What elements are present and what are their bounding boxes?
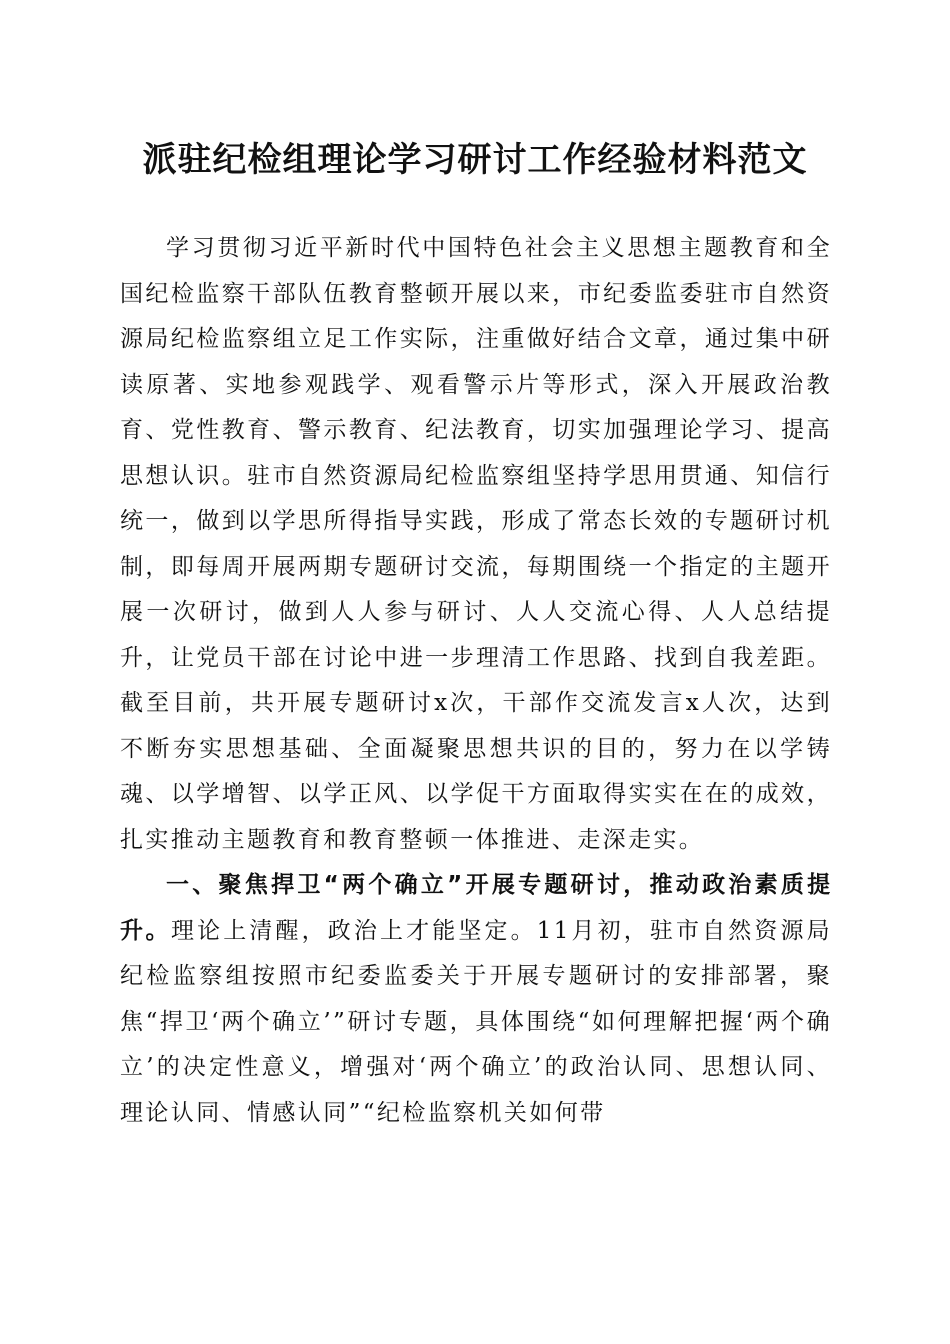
section-1-body: 理论上清醒，政治上才能坚定。11月初，驻市自然资源局纪检监察组按照市纪委监委关于开展专题研讨的安排部署，聚焦“捍卫‘两个确立’”研讨专题，具体围绕“如何理解把握‘两个确立’的决定性意义，增强对‘两个确立’的政治认同、思想认同、理论认同、情感认同”“纪检监察机关如何带 [120, 917, 832, 1126]
section-1-paragraph [120, 863, 832, 1136]
document-title: 派驻纪检组理论学习研讨工作经验材料范文 [142, 140, 808, 180]
document-body [120, 226, 832, 1136]
section-1-heading: 一、聚焦捍卫“两个确立”开展专题研讨，推动政治素质提升。 [120, 872, 832, 944]
intro-paragraph: 学习贯彻习近平新时代中国特色社会主义思想主题教育和全国纪检监察干部队伍教育整顿开展以来，市纪委监委驻市自然资源局纪检监察组立足工作实际，注重做好结合文章，通过集中研读原著、实地参观践学、观看警示片等形式，深入开展政治教育、党性教育、警示教育、纪法教育，切实加强理论学习、提高思想认识。驻市自然资源局纪检监察组坚持学思用贯通、知信行统一，做到以学思所得指导实践，形成了常态长效的专题研讨机制，即每周开展两期专题研讨交流，每期围绕一个指定的主题开展一次研讨，做到人人参与研讨、人人交流心得、人人总结提升，让党员干部在讨论中进一步理清工作思路、找到自我差距。截至目前，共开展专题研讨x次，干部作交流发言x人次，达到不断夯实思想基础、全面凝聚思想共识的目的，努力在以学铸魂、以学增智、以学正风、以学促干方面取得实实在在的成效，扎实推动主题教育和教育整顿一体推进、走深走实。 [120, 235, 832, 853]
